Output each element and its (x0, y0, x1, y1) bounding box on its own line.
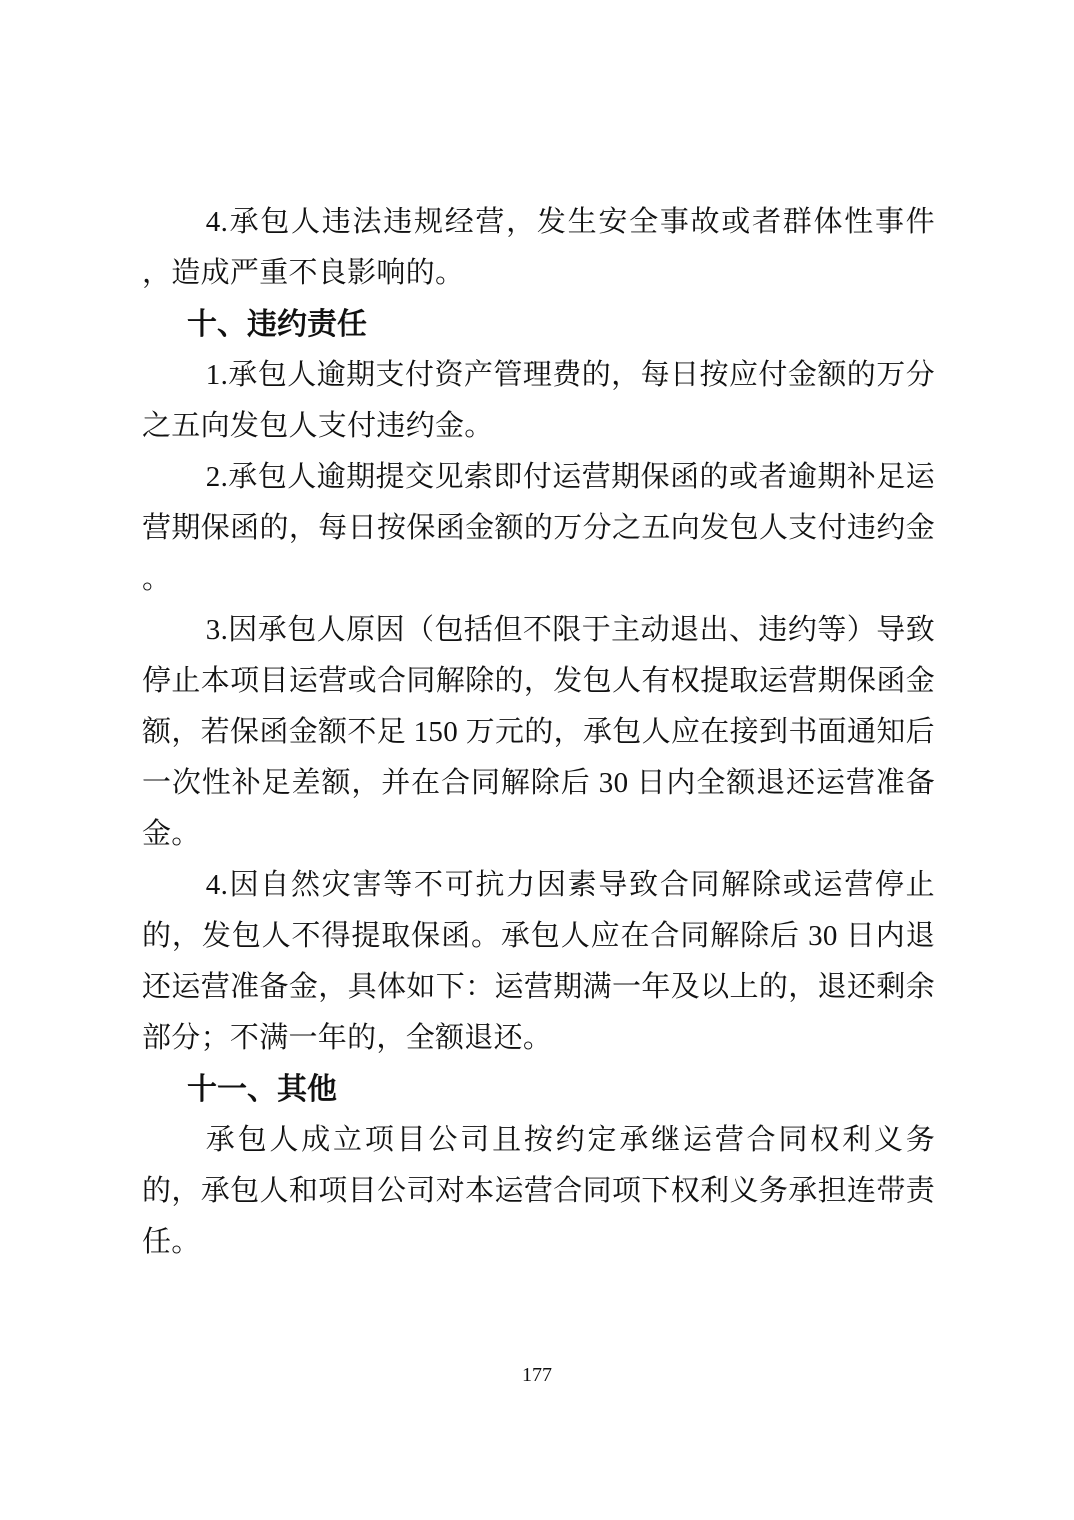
paragraph-violation-item-4-prev-section: 4.承包人违法违规经营，发生安全事故或者群体性事件 ，造成严重不良影响的。 (142, 206, 935, 289)
paragraph-breach-item-3: 3.因承包人原因（包括但不限于主动退出、违约等）导致停止本项目运营或合同解除的，发包人有权提取运营期保函金额，若保函金额不足 150 万元的，承包人应在接到书面通知后一次性补足差额，并在合同解除后 30 日内全额退还运营准备金。 (142, 614, 935, 850)
section-heading-ten-breach-liability: 十、违约责任 (187, 308, 367, 341)
document-content (142, 197, 935, 1268)
paragraph-breach-item-4: 4.因自然灾害等不可抗力因素导致合同解除或运营停止的，发包人不得提取保函。承包人应在合同解除后 30 日内退还运营准备金，具体如下：运营期满一年及以上的，退还剩余部分；不满一年的，全额退还。 (142, 869, 935, 1054)
page-number: 177 (522, 1364, 552, 1386)
paragraph-other-clause: 承包人成立项目公司且按约定承继运营合同权利义务的，承包人和项目公司对本运营合同项下权利义务承担连带责任。 (142, 1124, 935, 1258)
paragraph-breach-item-2: 2.承包人逾期提交见索即付运营期保函的或者逾期补足运营期保函的，每日按保函金额的万分之五向发包人支付违约金 。 (142, 461, 935, 595)
paragraph-breach-item-1: 1.承包人逾期支付资产管理费的，每日按应付金额的万分之五向发包人支付违约金。 (142, 359, 935, 442)
section-heading-eleven-other: 十一、其他 (187, 1073, 337, 1106)
